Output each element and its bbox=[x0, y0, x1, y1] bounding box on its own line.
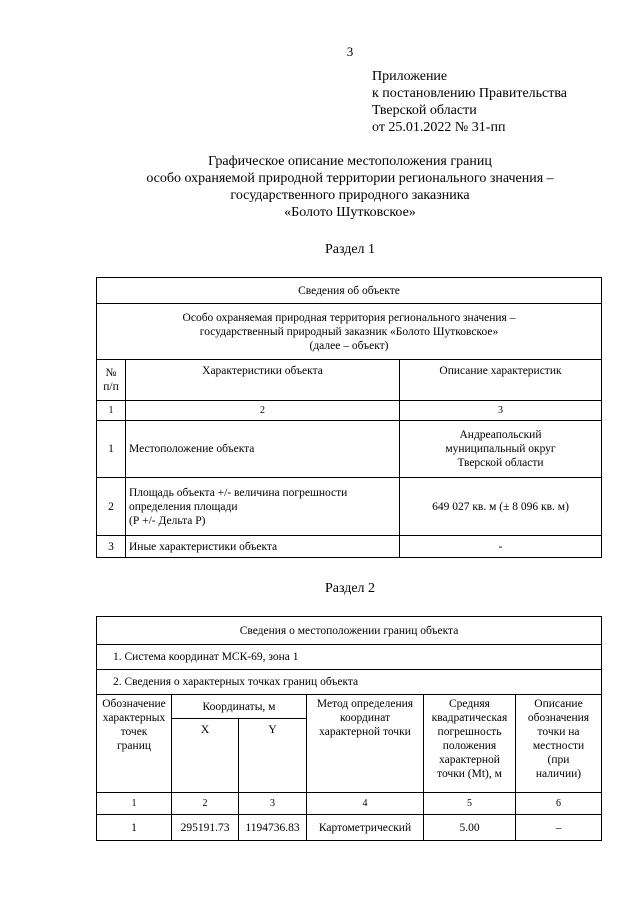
section-1-heading: Раздел 1 bbox=[324, 242, 376, 257]
index-cell: 5 bbox=[424, 793, 516, 815]
row-text-line: Иные характеристики объекта bbox=[129, 540, 278, 553]
points-info-row: 2. Сведения о характерных точках границ объекта bbox=[97, 670, 602, 695]
index-cell: 2 bbox=[172, 793, 239, 815]
appendix-line: к постановлению Правительства bbox=[372, 86, 568, 101]
row-text-line: (Р +/- Дельта Р) bbox=[129, 514, 206, 527]
method-cell: Картометрический bbox=[307, 815, 424, 841]
object-name-cell bbox=[97, 304, 602, 360]
appendix-block bbox=[372, 68, 567, 136]
table-row bbox=[97, 815, 602, 841]
table-title: Сведения о местоположении границ объекта bbox=[97, 617, 602, 645]
row-text-line: Площадь объекта +/- величина погрешности bbox=[129, 486, 348, 499]
row-text-line: 649 027 кв. м (± 8 096 кв. м) bbox=[432, 500, 569, 513]
title-line: особо охраняемой природной территории регионального значения – bbox=[146, 171, 554, 186]
index-cell: 1 bbox=[97, 401, 126, 421]
page-number: 3 bbox=[346, 44, 354, 59]
row-text-line: Андреапольский bbox=[459, 429, 542, 441]
index-cell: 6 bbox=[516, 793, 602, 815]
header-line: точек bbox=[120, 726, 148, 738]
header-line: границ bbox=[116, 740, 152, 752]
header-line: положения bbox=[442, 740, 497, 752]
index-cell: 1 bbox=[97, 793, 172, 815]
header-line: характерной точки bbox=[319, 726, 411, 738]
row-description bbox=[400, 536, 602, 558]
row-description bbox=[400, 478, 602, 536]
index-cell: 2 bbox=[126, 401, 400, 421]
header-line: координат bbox=[339, 712, 391, 724]
header-line: обозначения bbox=[527, 712, 590, 724]
appendix-line: от 25.01.2022 № 31-пп bbox=[372, 120, 506, 135]
table-row bbox=[97, 478, 602, 536]
header-coordinates: Координаты, м bbox=[172, 695, 307, 719]
row-text-line: определения площади bbox=[129, 500, 238, 513]
object-info-table bbox=[96, 277, 602, 558]
x-cell: 295191.73 bbox=[172, 815, 239, 841]
row-num: 3 bbox=[97, 536, 126, 558]
header-method bbox=[307, 695, 424, 793]
row-text-line: Местоположение объекта bbox=[129, 443, 255, 455]
title-line: государственного природного заказника bbox=[230, 188, 470, 203]
header-num bbox=[97, 360, 126, 401]
location-cell: – bbox=[516, 815, 602, 841]
row-text-line: муниципальный округ bbox=[445, 443, 556, 455]
point-cell: 1 bbox=[97, 815, 172, 841]
coord-system-row: 1. Система координат МСК-69, зона 1 bbox=[97, 645, 602, 670]
header-point-designation bbox=[97, 695, 172, 793]
header-line: Средняя bbox=[449, 698, 490, 710]
error-cell: 5.00 bbox=[424, 815, 516, 841]
header-num-line: № bbox=[105, 367, 117, 379]
header-num-line: п/п bbox=[103, 381, 119, 393]
table-row bbox=[97, 536, 602, 558]
header-line: Описание bbox=[534, 698, 583, 710]
title-line: «Болото Шутковское» bbox=[284, 205, 416, 220]
row-characteristic bbox=[126, 421, 400, 478]
header-line: Метод определения bbox=[316, 698, 414, 710]
title-line: Графическое описание местоположения границ bbox=[208, 154, 492, 169]
header-characteristics: Характеристики объекта bbox=[126, 360, 400, 401]
appendix-line: Приложение bbox=[372, 69, 448, 84]
object-line: (далее – объект) bbox=[309, 339, 389, 352]
y-cell: 1194736.83 bbox=[239, 815, 307, 841]
object-line: государственный природный заказник «Болото Шутковское» bbox=[199, 325, 499, 338]
row-text-line: Тверской области bbox=[457, 457, 544, 469]
header-line: Обозначение bbox=[102, 698, 166, 710]
appendix-line: Тверской области bbox=[372, 103, 477, 118]
row-characteristic bbox=[126, 478, 400, 536]
header-line: погрешность bbox=[437, 726, 502, 738]
section-2-heading: Раздел 2 bbox=[324, 581, 376, 596]
header-line: точки (Mt), м bbox=[437, 768, 502, 780]
header-location bbox=[516, 695, 602, 793]
header-line: местности bbox=[532, 740, 585, 752]
header-line: квадратическая bbox=[431, 712, 508, 724]
table-title: Сведения об объекте bbox=[97, 278, 602, 304]
header-line: характерных bbox=[102, 712, 166, 724]
index-cell: 3 bbox=[400, 401, 602, 421]
row-characteristic bbox=[126, 536, 400, 558]
boundary-points-table bbox=[96, 616, 602, 841]
header-y: Y bbox=[239, 719, 307, 793]
row-num: 2 bbox=[97, 478, 126, 536]
header-line: точки на bbox=[537, 726, 580, 738]
header-line: наличии) bbox=[535, 768, 582, 780]
header-error bbox=[424, 695, 516, 793]
row-num: 1 bbox=[97, 421, 126, 478]
index-cell: 3 bbox=[239, 793, 307, 815]
row-description bbox=[400, 421, 602, 478]
object-line: Особо охраняемая природная территория регионального значения – bbox=[182, 311, 516, 324]
header-line: (при bbox=[547, 754, 570, 766]
table-row bbox=[97, 421, 602, 478]
header-description: Описание характеристик bbox=[400, 360, 602, 401]
document-title bbox=[0, 153, 640, 221]
index-cell: 4 bbox=[307, 793, 424, 815]
header-x: X bbox=[172, 719, 239, 793]
row-text-line: - bbox=[498, 540, 503, 553]
header-line: характерной bbox=[439, 754, 500, 766]
